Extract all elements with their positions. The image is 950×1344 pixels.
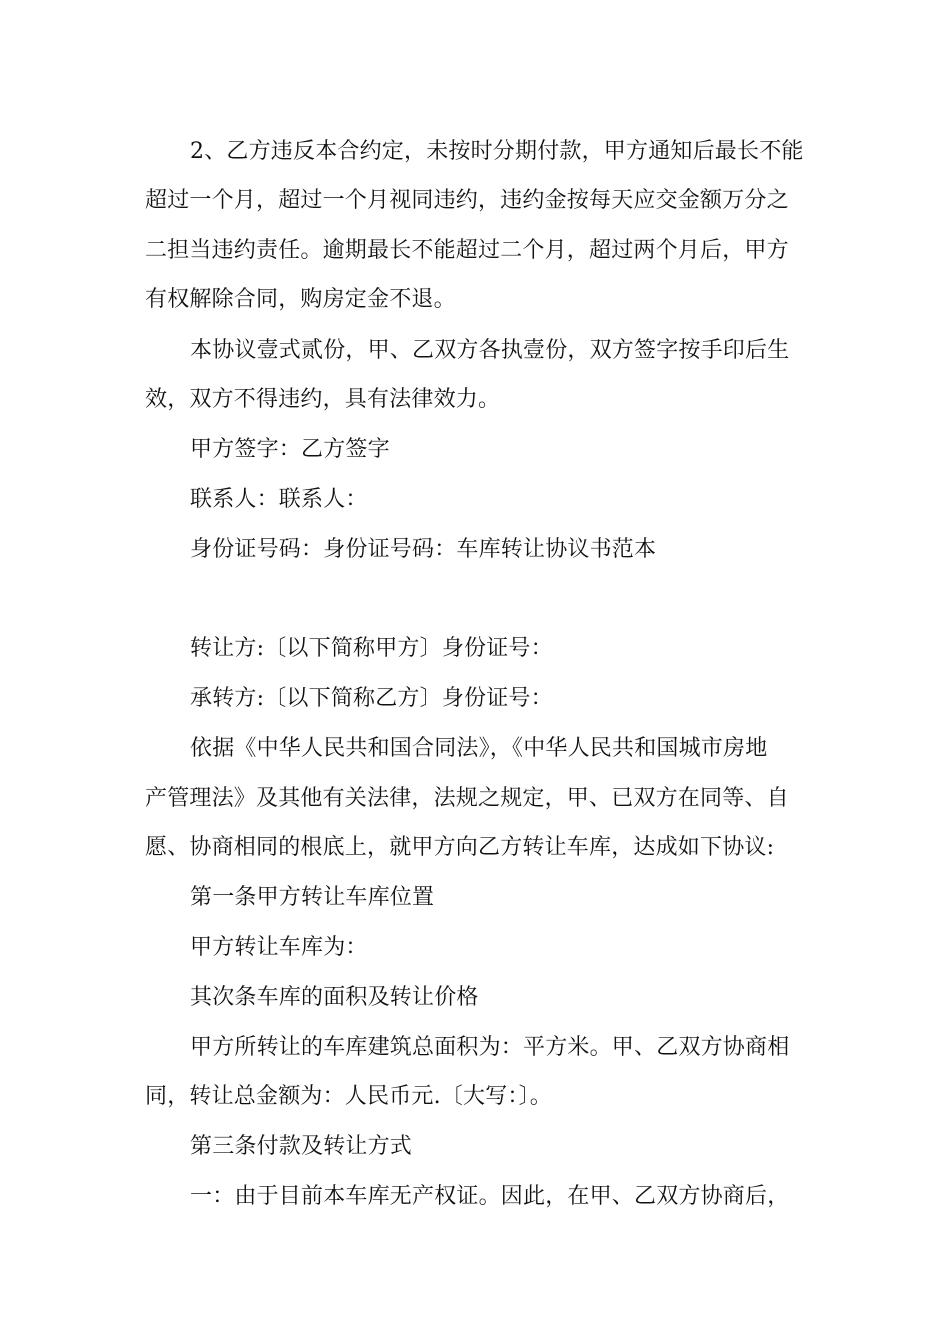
contact-line: 联系人：联系人： [190,487,368,512]
text-line: 二担当违约责任。逾期最长不能超过二个月，超过两个月后，甲方 [145,238,789,263]
signature-line: 甲方签字：乙方签字 [190,437,390,462]
text-line: 愿、协商相同的根底上，就甲方向乙方转让车库，达成如下协议: [145,835,775,860]
transferee-line: 承转方:〔以下简称乙方〕身份证号： [190,686,553,711]
text-line: 超过一个月，超过一个月视同违约，违约金按每天应交金额万分之 [145,188,789,213]
id-number-line: 身份证号码：身份证号码：车库转让协议书范本 [190,537,657,562]
text-line: 有权解除合同，购房定金不退。 [145,287,456,312]
article-heading: 第一条甲方转让车库位置 [190,885,435,910]
text-line: 同，转让总金额为：人民币元.〔大写：〕。 [145,1084,552,1109]
text-line: 甲方所转让的车库建筑总面积为：平方米。甲、乙双方协商相 [190,1035,790,1060]
text-line: 效，双方不得违约，具有法律效力。 [145,387,501,412]
text-line: 甲方转让车库为： [190,935,368,960]
text-line: 本协议壹式贰份，甲、乙双方各执壹份，双方签字按手印后生 [190,338,790,363]
text-line: 产管理法》及其他有关法律，法规之规定，甲、已双方在同等、自 [145,786,789,811]
article-heading: 第三条付款及转让方式 [190,1134,413,1159]
transferor-line: 转让方:〔以下简称甲方〕身份证号： [190,636,553,661]
text-line: 2、乙方违反本合约定，未按时分期付款，甲方通知后最长不能 [190,139,804,164]
text-line: 依据《中华人民共和国合同法》，《中华人民共和国城市房地 [190,736,768,761]
text-line: 一：由于目前本车库无产权证。因此，在甲、乙双方协商后， [190,1184,790,1209]
article-heading: 其次条车库的面积及转让价格 [190,985,479,1010]
